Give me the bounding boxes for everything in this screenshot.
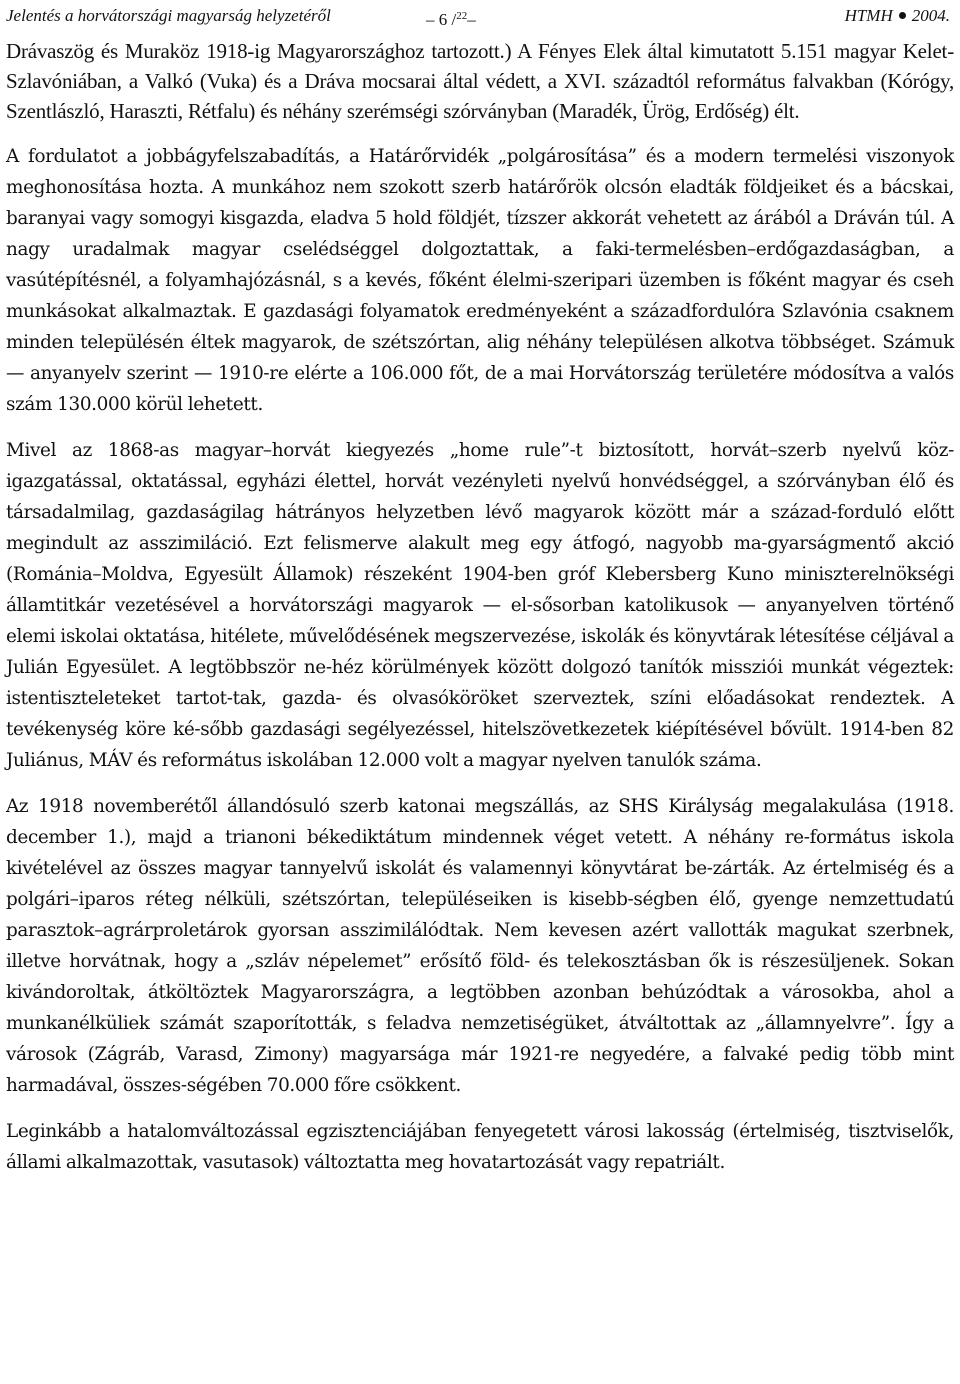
document-body: [6, 36, 954, 1178]
page-header: [6, 4, 954, 28]
publication-year: 2004.: [911, 6, 950, 25]
publisher-name: HTMH: [844, 6, 893, 25]
paragraph-5: Leginkább a hatalomváltozással egzisztenciájában fenyegetett városi lakosság (értelmiség, tisztviselők, állami alkalmazottak, vasutasok) változtatta meg hovatartozását vagy repatriált.: [6, 1121, 954, 1173]
page-number: [426, 4, 476, 32]
page-total: 22: [456, 10, 468, 22]
page-number-suffix: –: [467, 10, 476, 29]
paragraph-2: A fordulatot a jobbágyfelszabadítás, a Határőrvidék „polgárosítása” és a modern termelési viszonyok meghonosítása hozta. A munkához nem szokott szerb határőrök olcsón eladták földjeiket és a bácskai, baranyai vagy somogyi kisgazda, eladva 5 hold földjét, tízszer akkorát vehetett az árából a Dráván túl. A nagy uradalmak magyar cselédséggel dolgoztattak, a faki-termelésben–erdőgazdaságban, a vasútépítésnél, a folyamhajózásnál, s a kevés, főként élelmi-szeripari üzemben is főként magyar és cseh munkásokat alkalmaztak. E gazdasági folyamatok eredményeként a századfordulóra Szlavónia csaknem minden településén éltek magyarok, de szétszórtan, alig néhány településen alkotva többséget. Számuk — anyanyelv szerint — 1910-re elérte a 106.000 főt, de a mai Horvátország területére módosítva a valós szám 130.000 körül lehetett.: [6, 146, 954, 415]
paragraph-1: Drávaszög és Muraköz 1918-ig Magyarországhoz tartozott.) A Fényes Elek által kimutatott 5.151 magyar Kelet-Szlavóniában, a Valkó (Vuka) és a Dráva mocsarai által védett, a XVI. századtól református falvakban (Kórógy, Szentlászló, Haraszti, Rétfalu) és néhány szerémségi szórványban (Maradék, Ürög, Erdőség) élt.: [6, 39, 954, 123]
paragraph-3: Mivel az 1868-as magyar–horvát kiegyezés „home rule”-t biztosított, horvát–szerb nyelvű köz-igazgatással, oktatással, egyházi élettel, horvát vezényleti nyelvű honvédséggel, a szórványban élő és társadalmilag, gazdaságilag hátrányos helyzetben lévő magyarok között már a század-forduló előtt megindult az asszimiláció. Ezt felismerve alakult meg egy átfogó, nagyobb ma-gyarságmentő akció (Románia–Moldva, Egyesült Államok) részeként 1904-ben gróf Klebersberg Kuno miniszterelnökségi államtitkár vezetésével a horvátországi magyarok — el-sősorban katolikusok — anyanyelven történő elemi iskolai oktatása, hitélete, művelődésének megszervezése, iskolák és könyvtárak létesítése céljával a Julián Egyesület. A legtöbbször ne-héz körülmények között dolgozó tanítók missziói munkát végeztek: istentiszteleteket tartot-tak, gazda- és olvasóköröket szerveztek, színi előadásokat rendeztek. A tevékenység köre ké-sőbb gazdasági segélyezéssel, hitelszövetkezetek kiépítésével bővült. 1914-ben 82 Juliánus, MÁV és református iskolában 12.000 volt a magyar nyelven tanulók száma.: [6, 440, 954, 771]
header-title: Jelentés a horvátországi magyarság helyzetéről: [6, 6, 331, 25]
paragraph-4: Az 1918 novemberétől állandósuló szerb katonai megszállás, az SHS Királyság megalakulása (1918. december 1.), majd a trianoni békediktátum mindennek véget vetett. A néhány re-formátus iskola kivételével az összes magyar tannyelvű iskolát és valamennyi könyvtárat be-zárták. Az értelmiség és a polgári–iparos réteg nélküli, szétszórtan, településeiken is kisebb-ségben élő, gyenge nemzettudatú parasztok–agrárproletárok gyorsan asszimilálódtak. Nem kevesen azért vallották magukat szerbnek, illetve horvátnak, hogy a „szláv népelemet” erősítő föld- és telekosztásban ők is részesüljenek. Sokan kivándoroltak, átköltöztek Magyarországra, a legtöbben azonban behúzódtak a városokba, ahol a munkanélküliek számát szaporították, s feladva nemzetiségüket, átváltottak az „államnyelvre”. Így a városok (Zágráb, Varasd, Zimony) magyarsága már 1921-re negyedére, a falvaké pedig több mint harmadával, összes-ségében 70.000 főre csökkent.: [6, 796, 954, 1096]
header-publisher: [845, 4, 950, 28]
bullet-icon: [899, 12, 906, 19]
page-number-prefix: – 6 /: [426, 10, 457, 29]
